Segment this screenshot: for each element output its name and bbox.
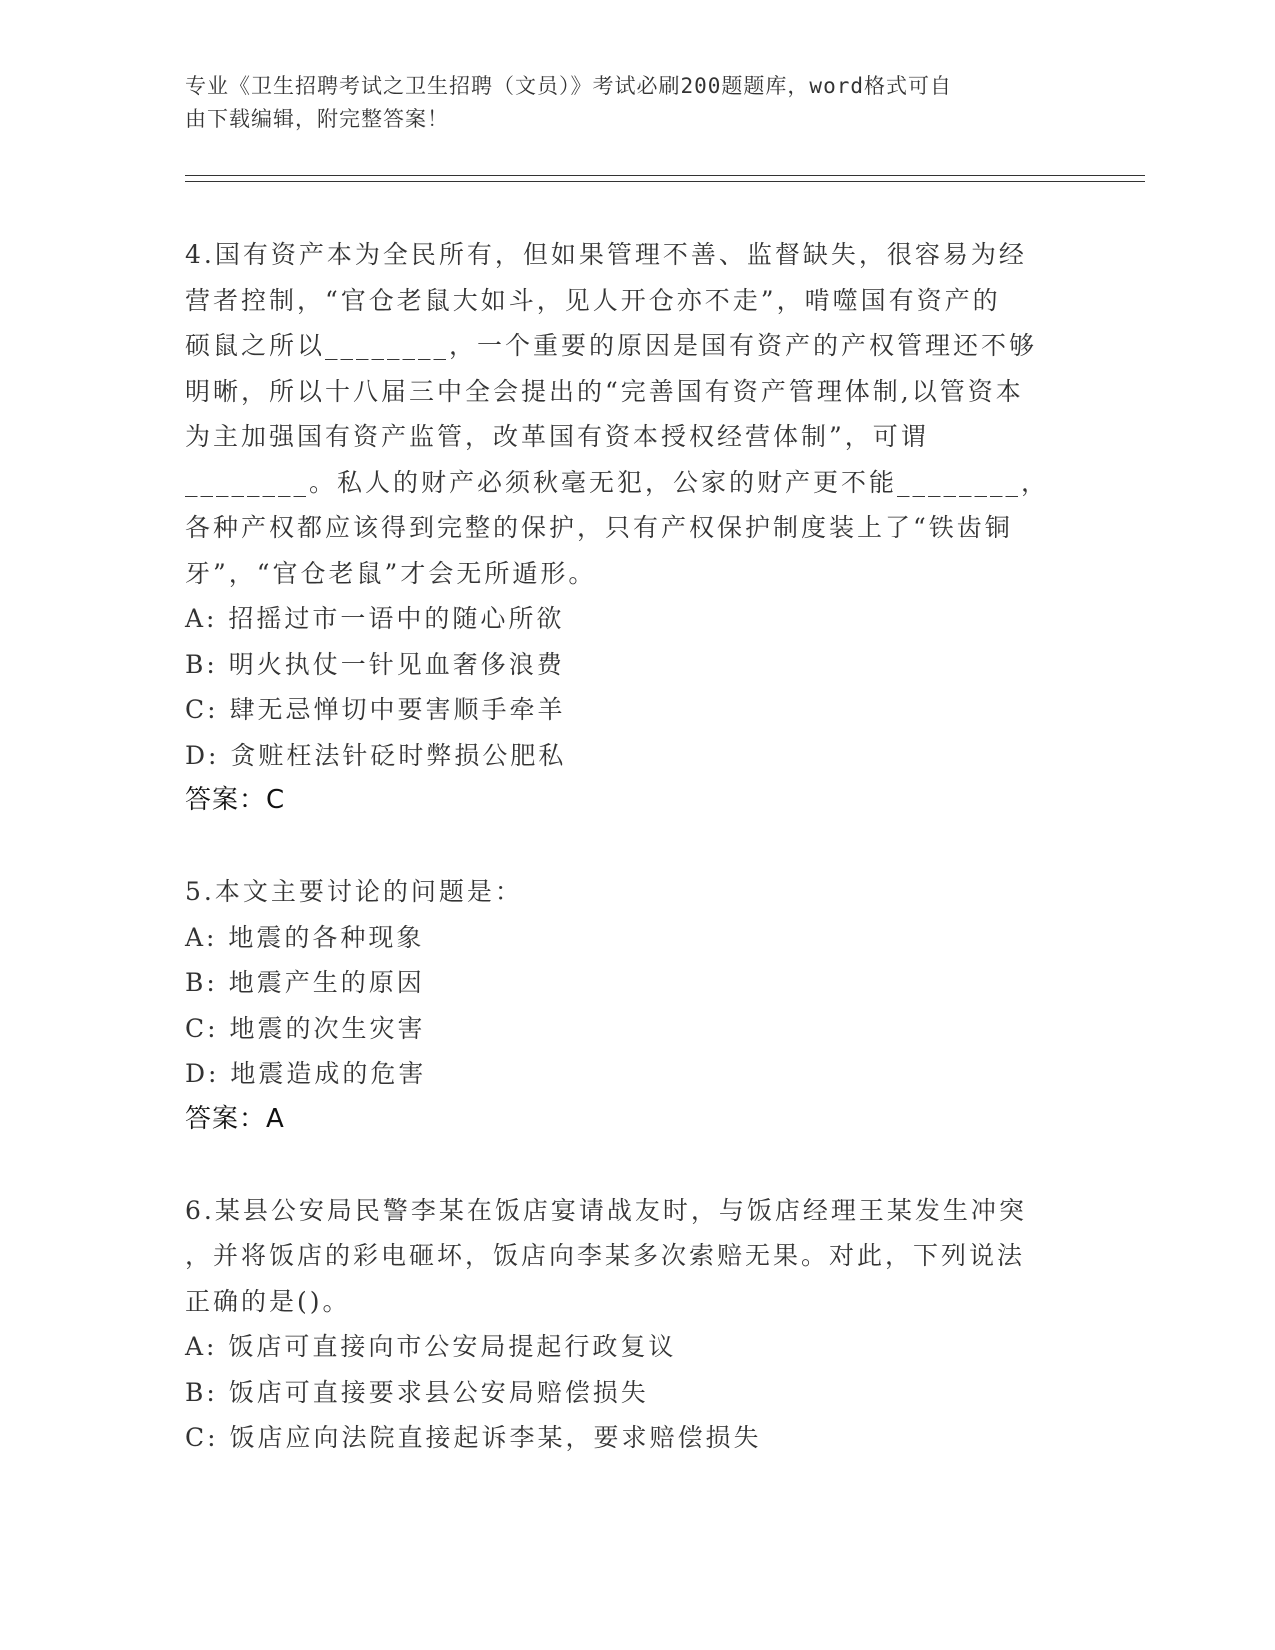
question-4-line: ________。私人的财产必须秋毫无犯，公家的财产更不能________， xyxy=(185,467,1050,497)
question-6-line: 6.某县公安局民警李某在饭店宴请战友时，与饭店经理王某发生冲突 xyxy=(185,1195,1027,1225)
question-6-line: ，并将饭店的彩电砸坏，饭店向李某多次索赔无果。对此，下列说法 xyxy=(185,1241,1026,1270)
header-divider-bottom xyxy=(185,181,1145,182)
question-5-line: 5.本文主要讨论的问题是： xyxy=(185,877,523,906)
question-6-line: 正确的是()。 xyxy=(185,1286,351,1316)
question-6-option-c: C: 饭店应向法院直接起诉李某，要求赔偿损失 xyxy=(185,1423,762,1452)
spacer xyxy=(185,824,1065,870)
question-5-option-b: B: 地震产生的原因 xyxy=(185,968,425,997)
question-4-option-a: A: 招摇过市一语中的随心所欲 xyxy=(185,604,565,633)
question-4-answer: 答案：C xyxy=(185,785,286,815)
question-4-line: 明晰，所以十八届三中全会提出的“完善国有资产管理体制,以管资本 xyxy=(185,376,1024,406)
question-4-option-c: C: 肆无忌惮切中要害顺手牵羊 xyxy=(185,695,566,724)
document-header xyxy=(185,70,1065,136)
question-4-line: 牙”，“官仓老鼠”才会无所遁形。 xyxy=(185,558,597,588)
question-4-line: 各种产权都应该得到完整的保护，只有产权保护制度装上了“铁齿铜 xyxy=(185,513,1013,542)
question-4-line: 4.国有资产本为全民所有，但如果管理不善、监督缺失，很容易为经 xyxy=(185,240,1027,269)
question-list xyxy=(185,232,1065,1461)
question-5-option-c: C: 地震的次生灾害 xyxy=(185,1013,426,1043)
header-line-2: 由下载编辑，附完整答案！ xyxy=(185,107,449,131)
question-6 xyxy=(185,1188,1065,1461)
question-4-line: 营者控制，“官仓老鼠大如斗，见人开仓亦不走”，啃噬国有资产的 xyxy=(185,285,1001,315)
question-5-option-d: D: 地震造成的危害 xyxy=(185,1059,427,1088)
question-5 xyxy=(185,869,1065,1142)
question-4-line: 为主加强国有资产监管，改革国有资本授权经营体制”，可谓 xyxy=(185,422,929,451)
question-5-option-a: A: 地震的各种现象 xyxy=(185,922,425,952)
spacer xyxy=(185,1142,1065,1188)
question-4 xyxy=(185,232,1065,824)
header-divider-top xyxy=(185,175,1145,176)
question-4-option-d: D: 贪赃枉法针砭时弊损公肥私 xyxy=(185,740,567,770)
question-6-option-b: B: 饭店可直接要求县公安局赔偿损失 xyxy=(185,1377,649,1407)
question-4-line: 硕鼠之所以________，一个重要的原因是国有资产的产权管理还不够 xyxy=(185,331,1038,360)
question-5-answer: 答案：A xyxy=(185,1103,285,1134)
header-line-1: 专业《卫生招聘考试之卫生招聘（文员）》考试必刷200题题库，word格式可自 xyxy=(185,74,952,98)
question-4-option-b: B: 明火执仗一针见血奢侈浪费 xyxy=(185,649,565,679)
question-6-option-a: A: 饭店可直接向市公安局提起行政复议 xyxy=(185,1332,677,1361)
